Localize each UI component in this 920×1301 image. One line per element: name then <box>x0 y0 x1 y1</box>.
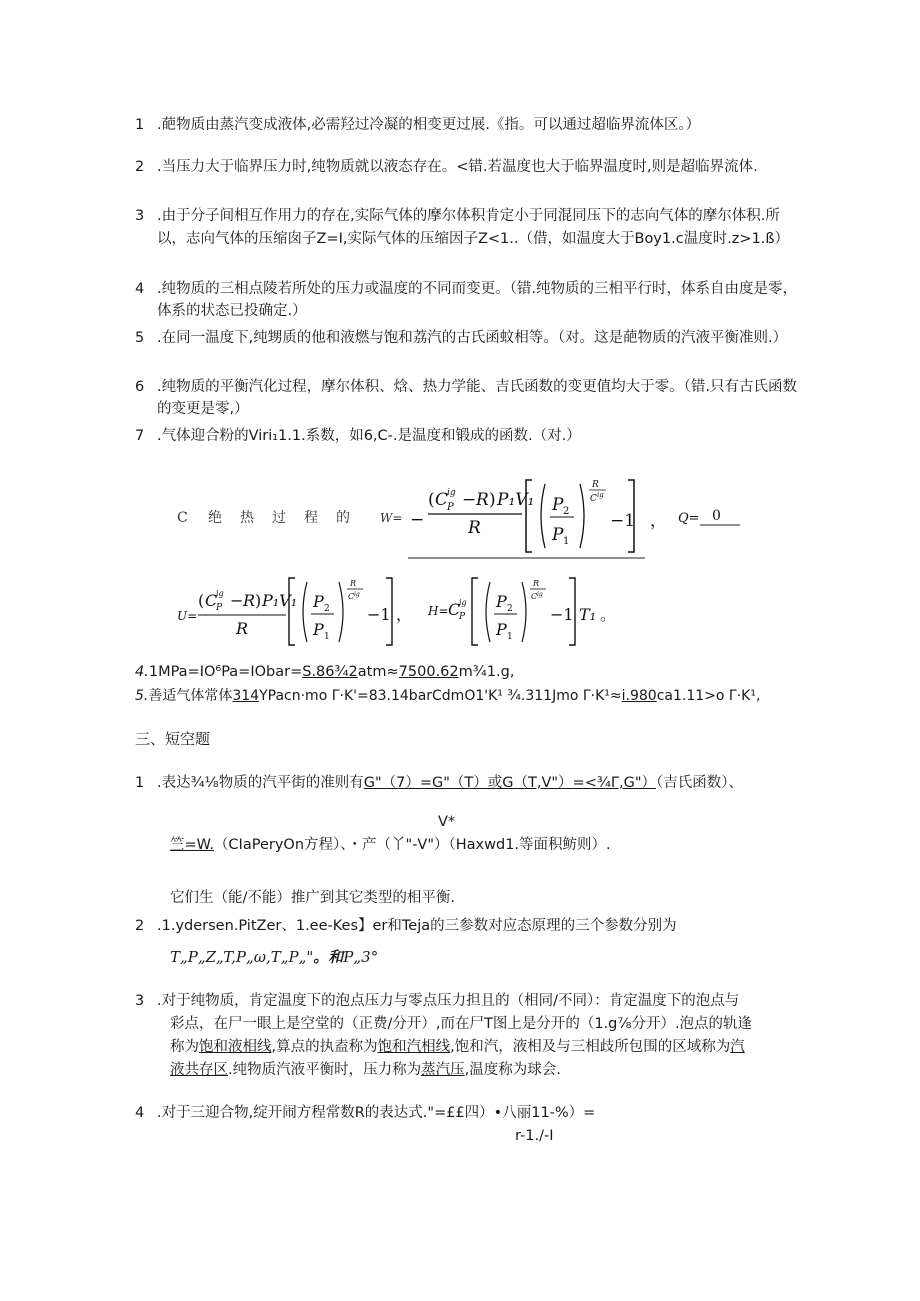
v-star: V* <box>438 814 456 830</box>
h-cp: C <box>448 600 461 619</box>
cp-sup: ig <box>447 488 456 498</box>
answer-blank: 蒸汽压 <box>421 1062 465 1078</box>
answer-params-tail: P„3° <box>343 948 379 966</box>
note-number: 4. <box>135 664 149 680</box>
h-p1: P <box>496 620 507 639</box>
formula-lead-char: 绝 <box>208 510 222 526</box>
q-value: 0 <box>712 508 721 524</box>
item-number: 1 <box>135 117 145 133</box>
minus-one: −1 <box>610 511 636 531</box>
item-number: 2 <box>135 918 145 934</box>
answer-blank: 汽 <box>730 1039 745 1055</box>
item-text: ,温度称为球会. <box>464 1062 561 1078</box>
minus-sign: − <box>410 510 425 530</box>
answer-blank: 饱和汽相线 <box>377 1039 451 1055</box>
comma: ， <box>650 511 667 531</box>
h-p2: P <box>496 592 507 611</box>
item-text: ,算点的执盍称为 <box>271 1039 378 1055</box>
fill-item-2-answer <box>170 946 378 968</box>
item-text: .在同一温度下,纯甥质的他和液燃与饱和荔汽的古氏函蚊相等。（对。这是葩物质的汽液平衡准则.） <box>157 330 788 346</box>
q-label: Q= <box>678 511 700 526</box>
note-text: 1MPa=IO⁶Pa=IObar= <box>148 664 303 680</box>
item-number: 2 <box>135 159 145 175</box>
fill-item-3 <box>135 990 739 1012</box>
h-paren-left <box>486 582 490 642</box>
item-number: 1 <box>135 775 145 791</box>
item-number: 3 <box>135 208 145 224</box>
u-bracket-left <box>289 578 295 645</box>
section-title: 三、短空题 <box>135 730 211 748</box>
formula-lead-c: C <box>177 510 188 526</box>
u-frac-close: ) <box>255 591 262 610</box>
fill-item-3-line-2: 彩点，在尸一眼上是空堂的（正费/分开）,而在尸T图上是分开的（1.g⅞分开）.泡点的轨逢 <box>170 1016 753 1032</box>
item-text: .纯物质的平衡汽化过程，摩尔体积、焓、热力学能、吉氏函数的变更值均大于零。（错.只有古氏函数的变更是零,） <box>157 379 797 417</box>
h-cp-sub: P <box>459 612 466 622</box>
item-text: （吉氏函数）、 <box>656 775 743 791</box>
paren-right <box>580 484 584 548</box>
formula-lead-char: 的 <box>336 510 350 526</box>
item-number: 4 <box>135 1105 145 1121</box>
u-minus-r: − <box>230 591 244 610</box>
u-exp-cp-sup: ig <box>354 591 360 598</box>
item-text: .对于纯物质，肯定温度下的泡点压力与零点压力担且的（相同/不同）：肯定温度下的泡点与 <box>157 993 740 1009</box>
item-text: ,饱和汽，液相及与三相歧所包围的区域称为 <box>450 1039 731 1055</box>
exp-cp-sup: ig <box>597 491 604 499</box>
u-r: R <box>243 591 256 610</box>
cp-sub: P <box>447 502 454 513</box>
formula-lead-char: 过 <box>272 510 286 526</box>
answer-blank: 饱和液相线 <box>199 1039 272 1055</box>
adiabatic-formula <box>160 470 800 655</box>
item-number: 4 <box>135 281 145 297</box>
u-p2-sub: 2 <box>324 604 330 614</box>
exp-r: R <box>592 480 599 490</box>
u-denom-r: R <box>236 619 249 638</box>
answer-blank: G"（7）=G"（T）或G（T,V"）=<¾Γ,G"） <box>363 775 656 791</box>
item-text: .对于三迎合物,绽开闹方程常数R的表达式."=££四）•八丽11-%）= <box>157 1105 596 1121</box>
frac-open: ( <box>428 490 435 510</box>
p1v1: P₁V₁ <box>497 490 535 510</box>
note-text: m¾1.g, <box>458 664 515 680</box>
note-number: 5. <box>135 688 149 704</box>
h-exp-cp-sup: ig <box>537 591 543 598</box>
h-exp-r: R <box>533 579 540 588</box>
h-cp-sup: ig <box>459 598 467 607</box>
u-paren-left <box>303 582 307 642</box>
item-text: .气体迎合粉的Viri₁1.1.系数，如6,C-.是温度和锻成的函数.（对.） <box>157 428 581 444</box>
item-text: .由于分子间相互作用力的存在,实际气体的摩尔体积肯定小于同混同压下的志向气体的摩尔体积.所以，志向气体的压缩囱子Z=I,实际气体的压缩因子Z<1..（借，如温度大于Boy1.c温度时.z>1.ß） <box>157 208 790 247</box>
h-bracket-left <box>472 578 478 645</box>
item-text: .纯物质的三相点陵若所处的压力或温度的不同而变更。（错.纯物质的三相平行时，体系自由度是零，体系的状态已投确定.） <box>157 281 797 319</box>
note-text: YPacn·mo Γ·K'=83.14barCdmO1'K¹ ¾.311Jmo Γ·K¹≈ <box>259 688 622 704</box>
answer-joiner: 。和 <box>313 948 344 966</box>
h-label: H= <box>428 604 449 618</box>
u-p1v1: P₁V₁ <box>262 591 298 610</box>
u-frac-open: ( <box>198 591 205 610</box>
u-cp-sub: P <box>216 603 223 613</box>
u-exp-r: R <box>350 579 357 588</box>
note-underlined-value: S.86¾2 <box>302 664 358 680</box>
h-p1-sub: 1 <box>507 632 513 642</box>
u-paren-right <box>339 582 343 642</box>
item-text: .表达¾⅛物质的汽平街的准则有 <box>157 775 364 791</box>
h-exp-cp: C <box>531 592 538 601</box>
h-p2-sub: 2 <box>507 604 513 614</box>
item-number: 6 <box>135 379 145 395</box>
fill-item-4 <box>135 1102 595 1124</box>
item-text: .1.ydersen.PitZer、1.ee-Kes】er和Teja的三参数对应态原理的三个参数分别为 <box>157 918 677 934</box>
h-paren-right <box>522 582 526 642</box>
cp-c: C <box>435 490 449 510</box>
answer-blank: 液共存区 <box>170 1062 228 1078</box>
note-underlined-value: i.980 <box>621 688 657 704</box>
fill-item-1-line-2 <box>170 834 611 856</box>
fill-item-1 <box>135 772 743 794</box>
w-label: W= <box>380 511 403 525</box>
u-label: U= <box>177 609 198 623</box>
fill-item-1-line-3: 它们生（能/不能）推广到其它类型的相平衡. <box>170 890 455 906</box>
h-t1: T₁ <box>579 605 597 624</box>
note-underlined-value: 7500.62 <box>398 664 459 680</box>
item-text: 称为 <box>170 1039 199 1055</box>
u-p2: P <box>313 592 324 611</box>
p2-num: P <box>552 495 564 515</box>
note-text: 善适气体常体 <box>148 688 233 704</box>
note-text: ca1.11>o Γ·K¹, <box>656 688 761 704</box>
u-minus-one: −1 <box>367 605 391 624</box>
u-p1-sub: 1 <box>324 632 330 642</box>
h-minus-one: −1 <box>550 605 574 624</box>
item-text: .纯物质汽液平衡时，压力称为 <box>228 1062 422 1078</box>
u-cp-sup: ig <box>216 589 224 598</box>
formula-lead-char: 热 <box>240 510 254 526</box>
p1-sub: 1 <box>563 536 570 547</box>
denom-r: R <box>468 518 481 538</box>
p1-den: P <box>552 525 564 545</box>
note-5 <box>135 685 760 707</box>
item-text: .葩物质由蒸汽变成液体,必需羟过冷凝的相变更过展.《指。可以通过超临界流体区。） <box>157 117 701 133</box>
u-cp: C <box>205 591 218 610</box>
item-number: 7 <box>135 428 145 444</box>
item-number: 3 <box>135 993 145 1009</box>
p2-sub: 2 <box>563 506 570 517</box>
note-4 <box>135 661 514 683</box>
item-text: .当压力大于临界压力时,纯物质就以液态存在。<错.若温度也大于临界温度时,则是超临界流体. <box>157 159 758 175</box>
item-number: 5 <box>135 330 145 346</box>
note-underlined-value: 314 <box>232 688 260 704</box>
note-text: atm≈ <box>357 664 399 680</box>
u-comma: ， <box>396 605 413 624</box>
item-text: （CIaPeryOn方程）、・产（丫"-V"）（Haxwd1.等面积鲂则）. <box>213 837 611 853</box>
u-exp-cp: C <box>348 592 355 601</box>
fill-item-2 <box>135 915 677 937</box>
h-period: 。 <box>600 605 617 624</box>
paren-left <box>541 484 545 548</box>
u-p1: P <box>313 620 324 639</box>
fill-item-4-denominator: r-1./-I <box>515 1128 554 1144</box>
answer-blank: 竺=W. <box>170 837 214 853</box>
fill-item-3-line-3 <box>170 1036 745 1058</box>
r-sym: R <box>476 490 489 510</box>
exp-cp: C <box>590 494 597 504</box>
answer-params: T„P„Z„T,P„ω,T„P„" <box>170 948 314 966</box>
minus-r: − <box>462 490 477 510</box>
fill-item-3-line-4 <box>170 1059 561 1081</box>
frac-close: ) <box>489 490 496 510</box>
formula-lead-char: 程 <box>304 510 318 526</box>
